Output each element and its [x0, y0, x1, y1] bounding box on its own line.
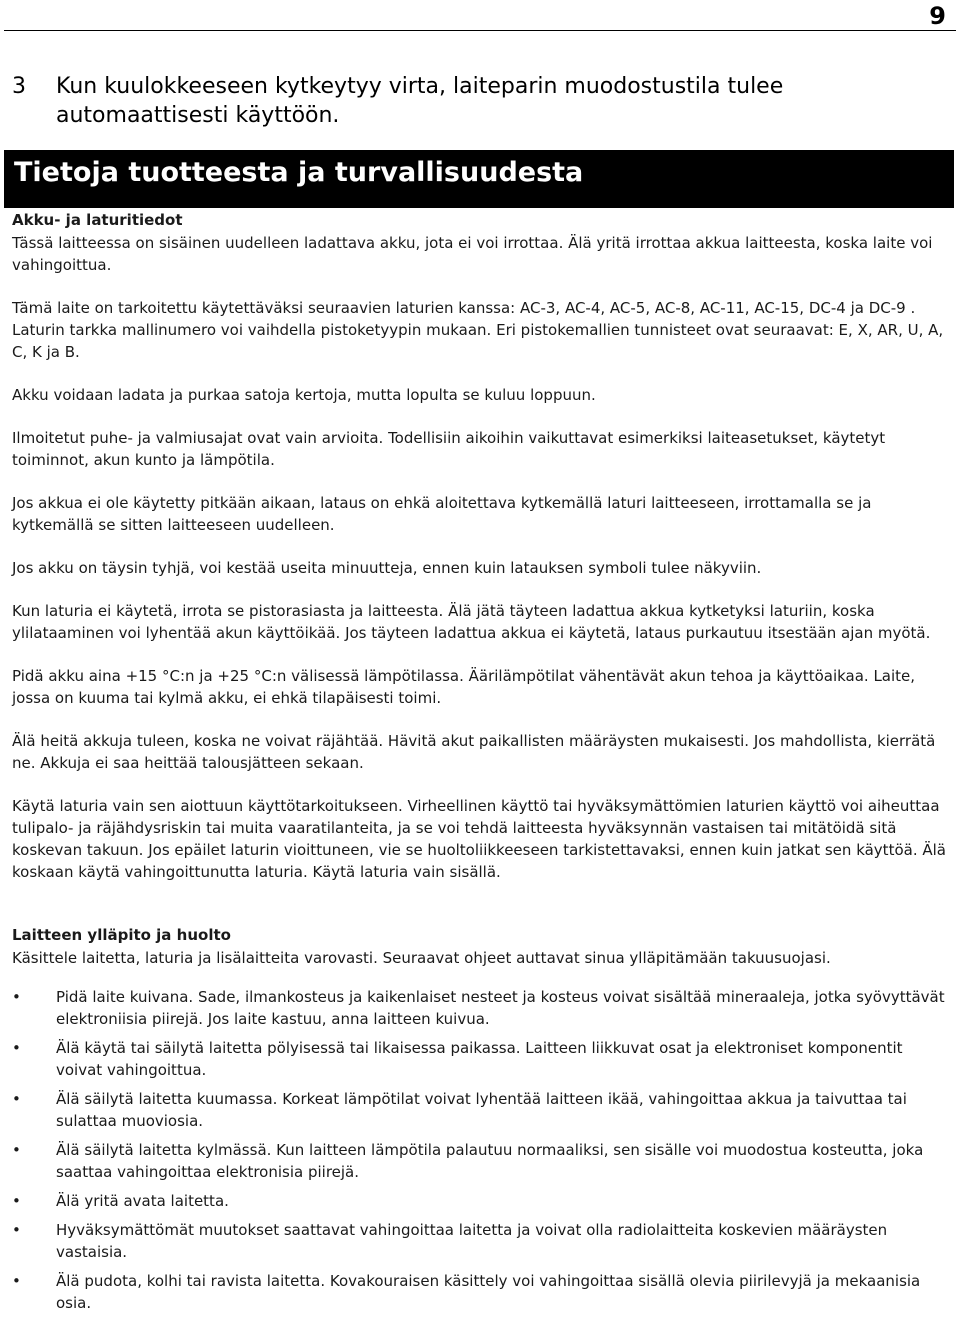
bullet-icon: •	[12, 1272, 21, 1290]
bullet-icon: •	[12, 988, 21, 1006]
list-item-text: Älä käytä tai säilytä laitetta pölyisessä tai likaisessa paikassa. Laitteen liikkuvat osat ja elektroniset komponentit voivat vahingoittua.	[56, 1039, 903, 1079]
paragraph: Tässä laitteessa on sisäinen uudelleen ladattava akku, jota ei voi irrottaa. Älä yritä irrottaa akkua laitteesta, koska laite voi vahingoittua.	[12, 234, 933, 274]
paragraph: Käytä laturia vain sen aiottuun käyttötarkoitukseen. Virheellinen käyttö tai hyväksymättömien laturien käyttö voi aiheuttaa tulipalo- ja räjähdysriskin tai muita vaaratilanteita, ja se voi tehdä laitteesta hyväksynnän vastaisen tai mitätöidä sitä koskevan takuun. Jos epäilet laturin vioittuneen, vie se huoltoliikkeeseen tarkistettavaksi, ennen kuin jatkat sen käyttöä. Älä koskaan käytä vahingoittunutta laturia. Käytä laturia vain sisällä.	[12, 797, 946, 881]
maintenance-list	[12, 986, 948, 1314]
list-item-text: Älä pudota, kolhi tai ravista laitetta. Kovakouraisen käsittely voi vahingoittaa sisällä olevia piirilevyjä ja mekaanisia osia.	[56, 1272, 921, 1312]
step-text: Kun kuulokkeeseen kytkeytyy virta, laiteparin muodostustila tulee automaattisesti käyttöön.	[56, 74, 784, 128]
list-item	[12, 986, 948, 1030]
paragraph: Jos akkua ei ole käytetty pitkään aikaan, lataus on ehkä aloitettava kytkemällä laturi laitteeseen, irrottamalla se ja kytkemällä se sitten laitteeseen uudelleen.	[12, 494, 872, 534]
list-item-text: Älä yritä avata laitetta.	[56, 1192, 229, 1210]
paragraph: Pidä akku aina +15 °C:n ja +25 °C:n välisessä lämpötilassa. Äärilämpötilat vähentävät akun tehoa ja käyttöaikaa. Laite, jossa on kuuma tai kylmä akku, ei ehkä tilapäisesti toimi.	[12, 667, 916, 707]
bullet-icon: •	[12, 1221, 21, 1239]
battery-heading: Akku- ja laturitiedot	[12, 211, 183, 229]
list-item-text: Hyväksymättömät muutokset saattavat vahingoittaa laitetta ja voivat olla radiolaitteita koskevien määräysten vastaisia.	[56, 1221, 888, 1261]
header-divider	[4, 30, 956, 31]
paragraph: Ilmoitetut puhe- ja valmiusajat ovat vain arvioita. Todellisiin aikoihin vaikuttavat esimerkiksi laiteasetukset, käytetyt toiminnot, akun kunto ja lämpötila.	[12, 429, 886, 469]
step-item	[12, 72, 942, 130]
list-item	[12, 1270, 948, 1314]
list-item	[12, 1139, 948, 1183]
bullet-icon: •	[12, 1090, 21, 1108]
paragraph: Älä heitä akkuja tuleen, koska ne voivat räjähtää. Hävitä akut paikallisten määräysten mukaisesti. Jos mahdollista, kierrätä ne. Akkuja ei saa heittää talousjätteen sekaan.	[12, 732, 936, 772]
list-item-text: Älä säilytä laitetta kylmässä. Kun laitteen lämpötila palautuu normaaliksi, sen sisälle voi muodostua kosteutta, joka saattaa vahingoittaa elektronisia piirejä.	[56, 1141, 924, 1181]
maintenance-intro: Käsittele laitetta, laturia ja lisälaitteita varovasti. Seuraavat ohjeet auttavat sinua ylläpitämään takuusuojasi.	[12, 949, 831, 967]
list-item	[12, 1037, 948, 1081]
page-number: 9	[929, 2, 946, 30]
document-body	[12, 210, 948, 1321]
list-item	[12, 1190, 948, 1212]
maintenance-heading: Laitteen ylläpito ja huolto	[12, 926, 231, 944]
paragraph: Jos akku on täysin tyhjä, voi kestää useita minuutteja, ennen kuin latauksen symboli tulee näkyviin.	[12, 559, 762, 577]
paragraph: Kun laturia ei käytetä, irrota se pistorasiasta ja laitteesta. Älä jätä täyteen ladattua akkua kytketyksi laturiin, koska ylilataaminen voi lyhentää akun käyttöikää. Jos täyteen ladattua akkua ei käytetä, lataus purkautuu itsestään ajan myötä.	[12, 602, 931, 642]
bullet-icon: •	[12, 1141, 21, 1159]
list-item	[12, 1088, 948, 1132]
paragraph: Tämä laite on tarkoitettu käytettäväksi seuraavien laturien kanssa: AC-3, AC-4, AC-5, AC-8, AC-11, AC-15, DC-4 ja DC-9 . Laturin tarkka mallinumero voi vaihdella pistoketyypin mukaan. Eri pistokemallien tunnisteet ovat seuraavat: E, X, AR, U, A, C, K ja B.	[12, 299, 944, 361]
list-item-text: Älä säilytä laitetta kuumassa. Korkeat lämpötilat voivat lyhentää laitteen ikää, vahingoittaa akkua ja taivuttaa tai sulattaa muoviosia.	[56, 1090, 907, 1130]
list-item	[12, 1219, 948, 1263]
paragraph: Akku voidaan ladata ja purkaa satoja kertoja, mutta lopulta se kuluu loppuun.	[12, 386, 596, 404]
bullet-icon: •	[12, 1039, 21, 1057]
list-item-text: Pidä laite kuivana. Sade, ilmankosteus ja kaikenlaiset nesteet ja kosteus voivat sisältää mineraaleja, jotka syövyttävät elektroniisia piirejä. Jos laite kastuu, anna laitteen kuivua.	[56, 988, 945, 1028]
step-number: 3	[12, 74, 26, 99]
section-title: Tietoja tuotteesta ja turvallisuudesta	[4, 150, 954, 208]
bullet-icon: •	[12, 1192, 21, 1210]
